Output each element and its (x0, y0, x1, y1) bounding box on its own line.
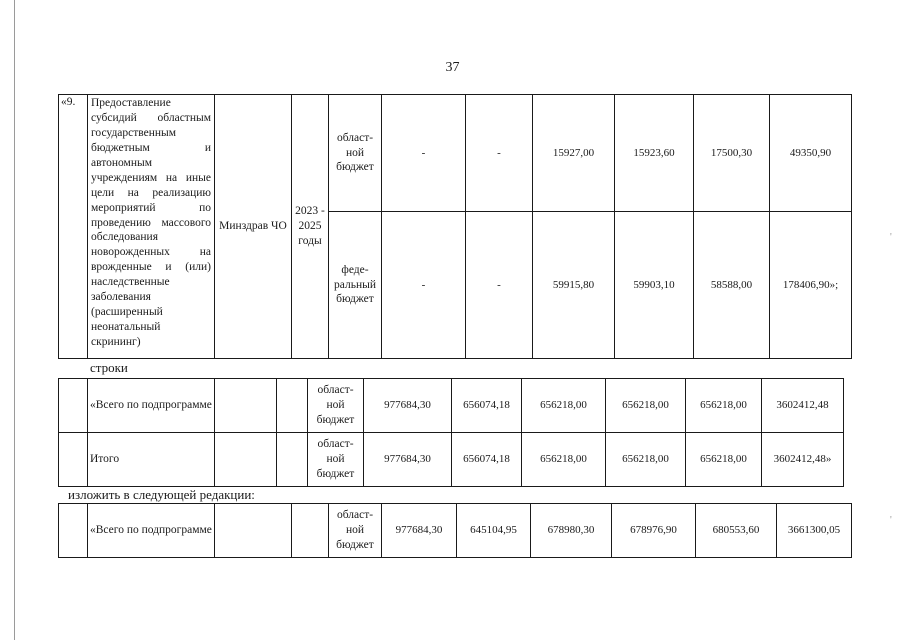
value-cell: 59903,10 (615, 212, 694, 359)
scan-mark: ' (890, 515, 892, 526)
row-9-table (58, 94, 852, 359)
caption-new-edition: изложить в следующей редакции: (68, 487, 255, 502)
value-cell: 977684,30 (364, 379, 452, 433)
period: 2023 - 2025 годы (292, 95, 329, 359)
funding-source: област-ной бюджет (329, 95, 382, 212)
scan-edge-line (14, 0, 15, 640)
page-number: 37 (445, 60, 460, 75)
measure-name: Предоставление субсидий областным государственным бюджетным и автономным учреждениям на иные цели на реализацию мероприятий по проведению массового обследования новорожденных на врожденные и (или) наследственные заболевания (расширенный неонатальный скрининг) (88, 95, 215, 359)
old-rows-table (58, 378, 844, 487)
total-cell: 178406,90»; (770, 212, 852, 359)
value-cell: 977684,30 (364, 433, 452, 487)
caption-rows: строки (90, 360, 128, 375)
funding-source: феде-ральный бюджет (329, 212, 382, 359)
row-number: «9. (59, 95, 88, 359)
value-cell: 645104,95 (457, 504, 531, 558)
value-cell: - (466, 212, 533, 359)
value-cell: 678980,30 (531, 504, 612, 558)
value-cell: 656218,00 (606, 433, 686, 487)
new-rows-table (58, 503, 852, 558)
total-cell: 3661300,05 (777, 504, 852, 558)
value-cell: - (466, 95, 533, 212)
value-cell: 656218,00 (686, 379, 762, 433)
total-cell: 3602412,48» (762, 433, 844, 487)
value-cell: 656218,00 (522, 433, 606, 487)
row-name: Итого (88, 433, 215, 487)
value-cell: 58588,00 (694, 212, 770, 359)
value-cell: - (382, 212, 466, 359)
value-cell: 656074,18 (452, 379, 522, 433)
total-cell: 49350,90 (770, 95, 852, 212)
funding-source: област-ной бюджет (308, 433, 364, 487)
executor: Минздрав ЧО (215, 95, 292, 359)
value-cell: 15927,00 (533, 95, 615, 212)
value-cell: 656218,00 (522, 379, 606, 433)
scan-mark: ' (890, 232, 892, 243)
total-cell: 3602412,48 (762, 379, 844, 433)
value-cell: 680553,60 (696, 504, 777, 558)
funding-source: област-ной бюджет (308, 379, 364, 433)
row-name: «Всего по подпрограмме (88, 504, 215, 558)
value-cell: 656218,00 (606, 379, 686, 433)
row-name: «Всего по подпрограмме (88, 379, 215, 433)
value-cell: 17500,30 (694, 95, 770, 212)
value-cell: - (382, 95, 466, 212)
funding-source: област-ной бюджет (329, 504, 382, 558)
value-cell: 678976,90 (612, 504, 696, 558)
value-cell: 59915,80 (533, 212, 615, 359)
value-cell: 977684,30 (382, 504, 457, 558)
value-cell: 15923,60 (615, 95, 694, 212)
value-cell: 656218,00 (686, 433, 762, 487)
value-cell: 656074,18 (452, 433, 522, 487)
